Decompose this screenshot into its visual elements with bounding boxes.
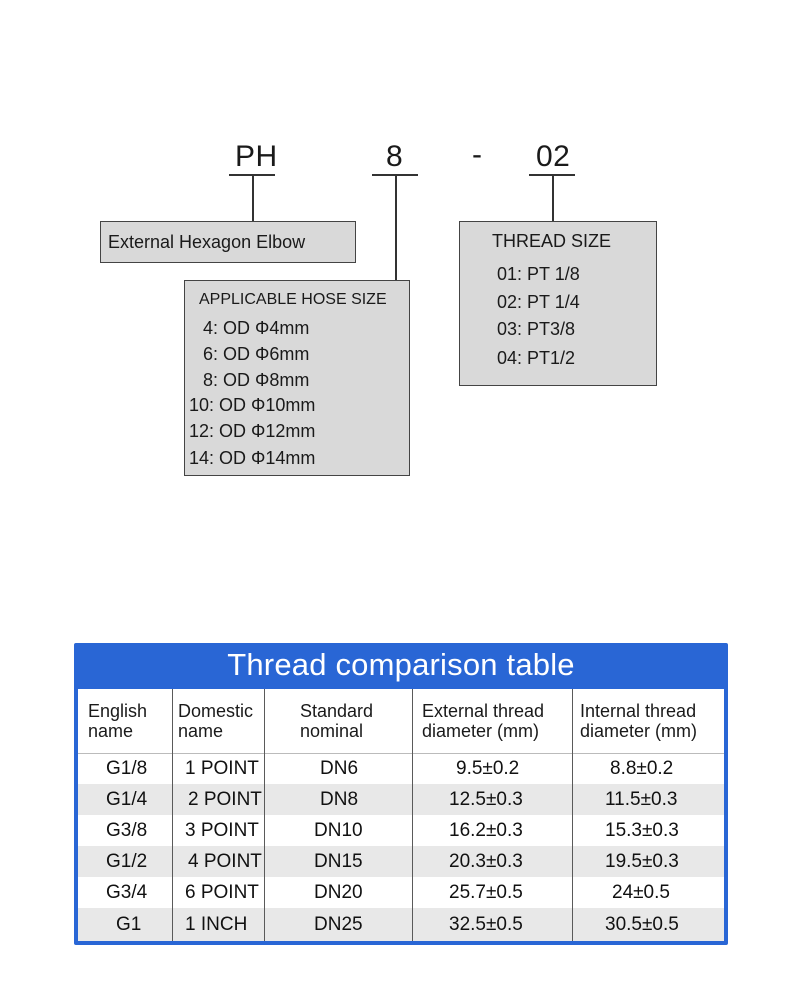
table-grid	[78, 689, 724, 941]
cell-external-diameter: 12.5±0.3	[449, 788, 523, 810]
cell-external-diameter: 25.7±0.5	[449, 881, 523, 903]
thread-size-box	[459, 221, 657, 386]
cell-internal-diameter: 8.8±0.2	[610, 757, 674, 779]
cell-domestic-name: 6 POINT	[185, 881, 259, 903]
cell-external-diameter: 16.2±0.3	[449, 819, 523, 841]
cell-internal-diameter: 24±0.5	[612, 881, 670, 903]
cell-standard-nominal: DN10	[314, 819, 363, 841]
header-standard-nominal: Standard nominal	[300, 701, 374, 741]
table-row	[78, 908, 724, 941]
table-row	[78, 846, 724, 877]
header-domestic-name: Domestic name	[178, 701, 254, 741]
cell-domestic-name: 2 POINT	[188, 788, 262, 810]
header-divider	[78, 753, 724, 754]
hose-size-item: 14: OD Φ14mm	[189, 448, 316, 468]
table-title: Thread comparison table	[227, 647, 575, 682]
cell-domestic-name: 3 POINT	[185, 819, 259, 841]
table-row	[78, 753, 724, 784]
column-divider	[412, 689, 413, 941]
thread-comparison-table	[74, 643, 728, 945]
hose-size-item: 4: OD Φ4mm	[203, 318, 310, 338]
cell-domestic-name: 1 INCH	[185, 913, 248, 935]
hose-size-item: 6: OD Φ6mm	[203, 344, 310, 364]
hose-size-item: 12: OD Φ12mm	[189, 421, 316, 441]
table-header-row	[78, 689, 724, 753]
cell-external-diameter: 9.5±0.2	[456, 757, 520, 779]
series-connector	[252, 174, 254, 221]
thread-size-item: 01: PT 1/8	[497, 264, 580, 284]
column-divider	[264, 689, 265, 941]
cell-internal-diameter: 15.3±0.3	[605, 819, 679, 841]
header-internal-diameter: Internal thread diameter (mm)	[580, 701, 698, 741]
hose-size-item: 10: OD Φ10mm	[189, 395, 316, 415]
cell-english-name: G1/4	[106, 788, 148, 810]
cell-domestic-name: 4 POINT	[188, 850, 262, 872]
cell-domestic-name: 1 POINT	[185, 757, 259, 779]
column-divider	[172, 689, 173, 941]
hose-size-box	[184, 280, 410, 476]
cell-internal-diameter: 11.5±0.3	[605, 788, 678, 810]
cell-english-name: G1/8	[106, 757, 148, 779]
code-series: PH	[235, 140, 278, 173]
thread-size-item: 02: PT 1/4	[497, 292, 580, 312]
series-box	[100, 221, 356, 263]
cell-english-name: G3/4	[106, 881, 148, 903]
series-label: External Hexagon Elbow	[108, 232, 306, 252]
cell-standard-nominal: DN20	[314, 881, 363, 903]
code-thread-size: 02	[536, 140, 571, 173]
hose-connector	[395, 174, 397, 280]
cell-standard-nominal: DN8	[320, 788, 359, 810]
hose-size-item: 8: OD Φ8mm	[203, 370, 310, 390]
cell-english-name: G1/2	[106, 850, 148, 872]
header-english-name: English name	[88, 701, 148, 741]
cell-external-diameter: 20.3±0.3	[449, 850, 523, 872]
code-hose-size: 8	[386, 140, 404, 173]
cell-internal-diameter: 19.5±0.3	[605, 850, 679, 872]
table-row	[78, 815, 724, 846]
code-dash: -	[472, 138, 483, 171]
cell-internal-diameter: 30.5±0.5	[605, 913, 679, 935]
cell-standard-nominal: DN25	[314, 913, 363, 935]
thread-size-title: THREAD SIZE	[492, 231, 612, 251]
table-row	[78, 784, 724, 815]
table-row	[78, 877, 724, 908]
cell-standard-nominal: DN6	[320, 757, 359, 779]
cell-english-name: G1	[116, 913, 142, 935]
header-external-diameter: External thread diameter (mm)	[422, 701, 545, 741]
cell-external-diameter: 32.5±0.5	[449, 913, 523, 935]
column-divider	[572, 689, 573, 941]
hose-size-title: APPLICABLE HOSE SIZE	[199, 291, 387, 308]
thread-size-item: 04: PT1/2	[497, 348, 576, 368]
cell-english-name: G3/8	[106, 819, 148, 841]
thread-connector	[552, 174, 554, 221]
cell-standard-nominal: DN15	[314, 850, 363, 872]
thread-size-item: 03: PT3/8	[497, 319, 576, 339]
